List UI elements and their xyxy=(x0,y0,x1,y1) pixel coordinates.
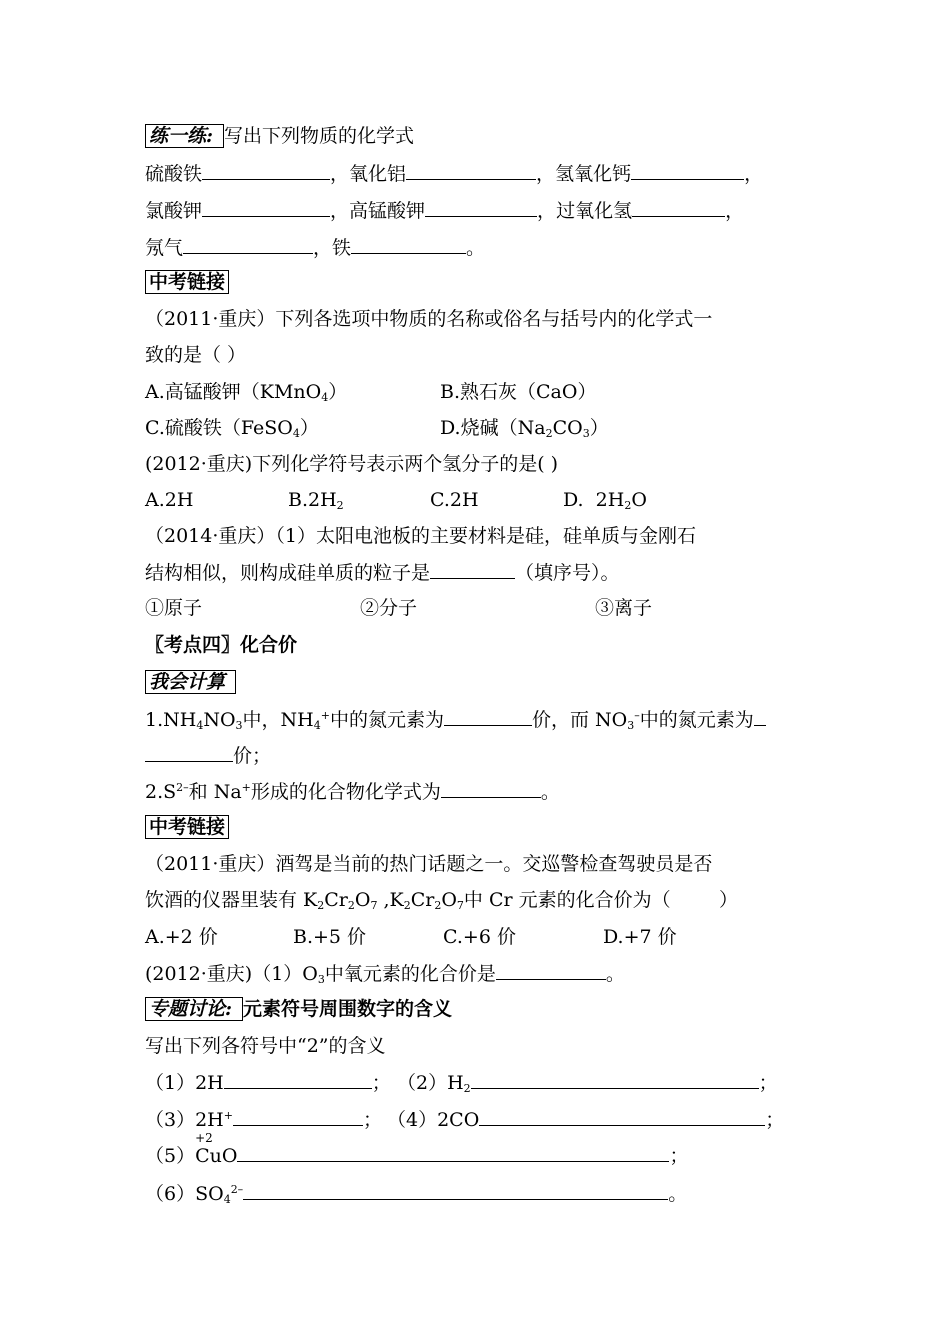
option-c: C.+6 价 xyxy=(443,926,516,948)
answer-blank[interactable] xyxy=(444,707,532,726)
answer-blank[interactable] xyxy=(224,1070,372,1089)
option-b: B.熟石灰（CaO） xyxy=(440,381,597,403)
topic-heading xyxy=(145,997,452,1021)
option-d: D.烧碱$(Na_2CO_3)$ xyxy=(440,417,609,440)
comma: ， xyxy=(725,200,745,222)
cuo-formula: +2 CuO xyxy=(195,1131,238,1167)
answer-blank[interactable] xyxy=(479,1107,765,1126)
question-stem: (2012·重庆)$(1)O_3$中氧元素的化合价是 。 xyxy=(145,963,625,986)
question-stem: 致的是（ ） xyxy=(145,344,247,366)
section-heading: 〖考点四〗化合价 xyxy=(145,634,298,656)
period: 。 xyxy=(466,237,486,259)
formula-row-2 xyxy=(145,198,744,223)
calc-item-1-cont: 价； xyxy=(145,743,271,768)
answer-blank[interactable] xyxy=(202,198,330,217)
option-b: $B.2H_2$ xyxy=(288,489,344,512)
option-a: A.+2 价 xyxy=(145,926,218,948)
item-label: 氯酸钾 xyxy=(145,200,203,222)
calc-item-2: $2.S^{2-}$和 Na+形成的化合物化学式为 。 xyxy=(145,781,560,803)
answer-blank[interactable] xyxy=(631,161,744,180)
question-stem: 饮酒的仪器里装有 $K_2Cr_2O_7$ $,K_2Cr_2O_7$中 Cr 元素的化合价为（ ） xyxy=(145,889,738,912)
question-stem: （2011·重庆）酒驾是当前的热门话题之一。交巡警检查驾驶员是否 xyxy=(145,853,713,875)
comma: ， xyxy=(330,200,350,222)
formula-row-3 xyxy=(145,235,485,260)
exam-link-tag: 中考链接 xyxy=(145,270,229,294)
topic-row: （5） +2 CuO ； xyxy=(145,1131,689,1167)
question-stem: (2012·重庆)下列化学符号表示两个氢分子的是( ) xyxy=(145,453,559,475)
item-label: 高锰酸钾 xyxy=(349,200,426,222)
calc-item-1: $1.NH_4NO_3$中，$NH_4^+$中的氮元素为 价，而 $NO_3^-$中的氮元素为 xyxy=(145,707,766,732)
answer-blank[interactable] xyxy=(425,198,537,217)
answer-blank[interactable] xyxy=(233,1107,363,1126)
exam-link-tag: 中考链接 xyxy=(145,815,229,839)
item-label: 硫酸铁 xyxy=(145,163,203,185)
topic-instruction: 写出下列各符号中“2”的含义 xyxy=(145,1035,386,1057)
item-label: 铁 xyxy=(332,237,352,259)
answer-blank[interactable] xyxy=(237,1143,669,1162)
item-label: 过氧化氢 xyxy=(556,200,633,222)
topic-title: 元素符号周围数字的含义 xyxy=(243,998,453,1020)
option-a: A.2H xyxy=(145,489,194,511)
answer-blank[interactable] xyxy=(243,1181,668,1200)
calc-heading xyxy=(145,670,236,694)
comma: ， xyxy=(536,163,556,185)
comma: ， xyxy=(537,200,557,222)
option-c: C.2H xyxy=(430,489,479,511)
answer-blank[interactable] xyxy=(496,961,606,980)
topic-item-4: （4）2CO ； xyxy=(387,1109,785,1131)
option-2: ②分子 xyxy=(360,597,418,619)
answer-blank[interactable] xyxy=(430,560,515,579)
answer-blank[interactable] xyxy=(406,161,536,180)
exam-link-heading xyxy=(145,270,229,294)
practice-heading xyxy=(145,124,414,148)
question-stem: 结构相似，则构成硅单质的粒子是 （填序号）。 xyxy=(145,562,620,584)
topic-row: （1）2H ； $(2)H_2$ ； xyxy=(145,1072,778,1095)
option-d: D. $2H_2O$ xyxy=(563,489,647,512)
option-b: B.+5 价 xyxy=(293,926,367,948)
answer-blank[interactable] xyxy=(441,779,541,798)
answer-blank[interactable] xyxy=(632,198,725,217)
exam-link-heading xyxy=(145,815,229,839)
practice-title: 写出下列物质的化学式 xyxy=(224,125,415,147)
comma: ， xyxy=(330,163,350,185)
option-a: A.高锰酸钾（KMnO$_4$） xyxy=(145,381,348,404)
item-label: 氢氧化钙 xyxy=(555,163,632,185)
option-c: C.硫酸铁（FeSO$_4$） xyxy=(145,417,319,440)
option-1: ①原子 xyxy=(145,597,203,619)
comma: ， xyxy=(744,163,764,185)
option-3: ③离子 xyxy=(595,597,653,619)
question-stem: （2011·重庆）下列各选项中物质的名称或俗名与括号内的化学式一 xyxy=(145,308,713,330)
item-label: 氧化铝 xyxy=(349,163,407,185)
item-label: 氖气 xyxy=(145,237,184,259)
topic-item-2: $(2)H_2$ ； xyxy=(397,1072,778,1095)
answer-blank[interactable] xyxy=(754,707,766,726)
topic-tag: 专题讨论: xyxy=(145,997,243,1021)
topic-row: （3）2H+ ； （4）2CO ； xyxy=(145,1109,785,1131)
practice-tag: 练一练: xyxy=(145,124,224,148)
formula-row-1 xyxy=(145,161,763,186)
comma: ， xyxy=(313,237,333,259)
topic-row: $(6)SO_4^{2-}$ 。 xyxy=(145,1183,688,1206)
calc-tag: 我会计算 xyxy=(145,670,236,694)
answer-blank[interactable] xyxy=(351,235,466,254)
question-stem: （2014·重庆）（1）太阳电池板的主要材料是硅，硅单质与金刚石 xyxy=(145,525,696,547)
option-d: D.+7 价 xyxy=(603,926,677,948)
answer-blank[interactable] xyxy=(471,1070,759,1089)
answer-blank[interactable] xyxy=(145,743,233,762)
answer-blank[interactable] xyxy=(202,161,330,180)
answer-blank[interactable] xyxy=(183,235,313,254)
